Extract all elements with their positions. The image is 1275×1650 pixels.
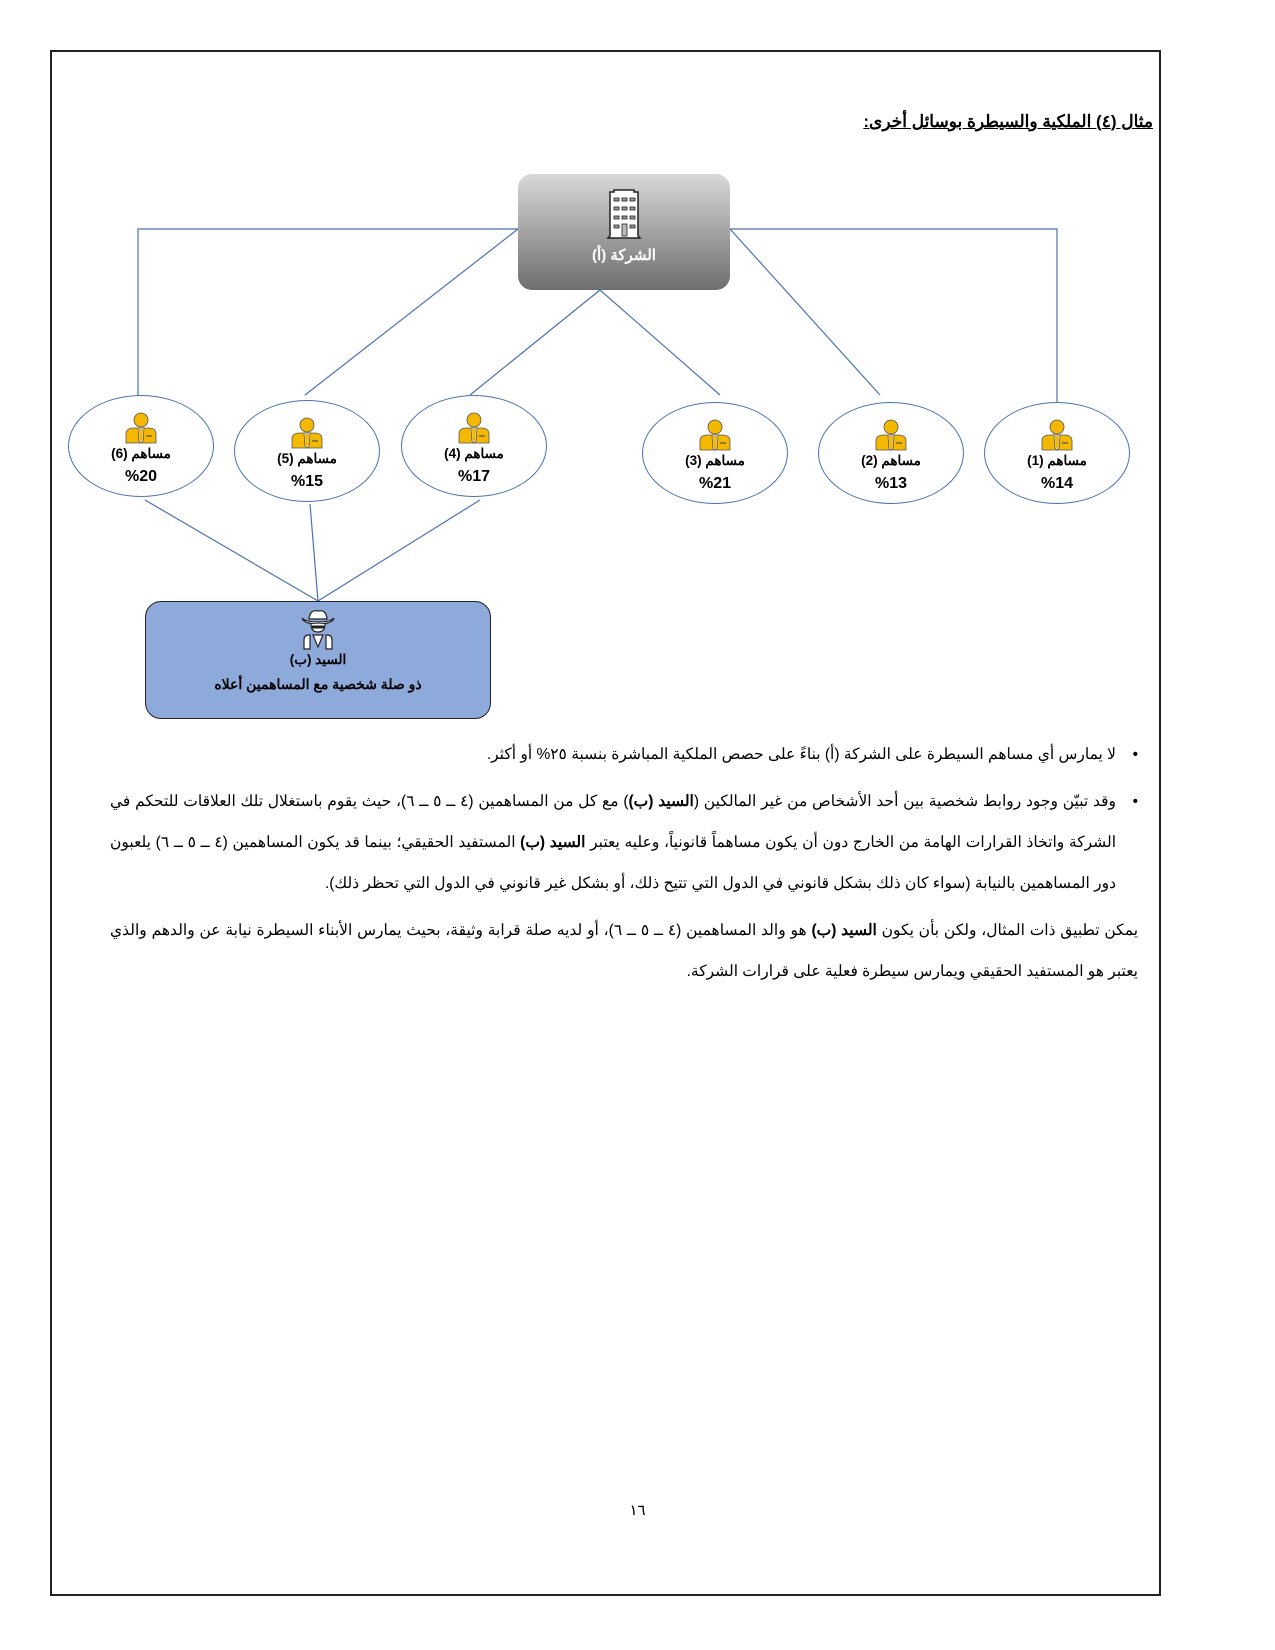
para-text-part1: يمكن تطبيق ذات المثال، ولكن بأن يكون bbox=[876, 922, 1139, 939]
bullet-text-part3: المستفيد الحقيقي؛ بينما قد يكون المساهمين (٤ ــ ٥ ــ ٦) يلعبون دور المساهمين بالنيابة (سواء كان ذلك بشكل قانوني في الدول التي تتيح ذلك، أو بشكل غير قانوني في الدول التي تحظر ذلك). bbox=[110, 834, 1116, 892]
mr-b-name: السيد (ب) bbox=[289, 652, 347, 667]
shareholder-percent: %15 bbox=[290, 473, 324, 490]
line-sh6-mrb bbox=[145, 500, 318, 601]
person-icon bbox=[1040, 419, 1074, 451]
line-company-sh5 bbox=[305, 229, 518, 395]
shareholder-percent: %21 bbox=[698, 475, 732, 492]
shareholder-1 bbox=[984, 402, 1130, 504]
person-icon bbox=[290, 417, 324, 449]
bullet-list bbox=[110, 734, 1138, 992]
company-a-box bbox=[518, 174, 730, 290]
line-company-sh3 bbox=[600, 290, 720, 395]
shareholder-percent: %14 bbox=[1040, 475, 1074, 492]
line-sh5-mrb bbox=[310, 504, 318, 601]
shareholder-percent: %13 bbox=[874, 475, 908, 492]
person-icon bbox=[457, 412, 491, 444]
person-icon bbox=[124, 412, 158, 444]
building-icon bbox=[606, 188, 642, 240]
bullet-bold-mr-b-2: السيد (ب) bbox=[520, 834, 586, 851]
company-label: الشركة (أ) bbox=[592, 247, 656, 264]
mr-b-description: ذو صلة شخصية مع المساهمين أعلاه bbox=[214, 676, 422, 692]
mr-b-box bbox=[145, 601, 491, 719]
bullet-bold-mr-b: السيد (ب) bbox=[628, 793, 694, 810]
shareholder-5 bbox=[234, 400, 380, 502]
shareholder-4 bbox=[401, 395, 547, 497]
line-company-sh2 bbox=[730, 229, 880, 395]
shareholder-label: مساهم (2) bbox=[861, 453, 921, 468]
line-sh4-mrb bbox=[318, 500, 480, 601]
closing-paragraph bbox=[110, 910, 1138, 992]
example-title: مثال (٤) الملكية والسيطرة بوسائل أخرى: bbox=[863, 112, 1153, 131]
bullet-text-part1: وقد تبيّن وجود روابط شخصية بين أحد الأشخاص من غير المالكين ( bbox=[693, 793, 1116, 810]
bullet-item-2 bbox=[110, 781, 1138, 904]
shareholder-2 bbox=[818, 402, 964, 504]
shareholder-3 bbox=[642, 402, 788, 504]
shareholder-label: مساهم (6) bbox=[111, 446, 171, 461]
shareholder-percent: %20 bbox=[124, 468, 158, 485]
bullet-dot: • bbox=[1132, 746, 1138, 763]
page-number: ١٦ bbox=[629, 1502, 646, 1519]
shareholder-percent: %17 bbox=[457, 468, 491, 485]
shareholder-label: مساهم (5) bbox=[277, 451, 337, 466]
para-text-part2: هو والد المساهمين (٤ ــ ٥ ــ ٦)، أو لديه صلة قرابة وثيقة، بحيث يمارس الأبناء السيطرة نيابة عن والدهم والذي يعتبر هو المستفيد الحقيقي ويمارس سيطرة فعلية على قرارات الشركة. bbox=[110, 922, 1138, 980]
bullet-text: لا يمارس أي مساهم السيطرة على الشركة (أ) بناءً على حصص الملكية المباشرة بنسبة ٢٥% أو أكثر. bbox=[486, 746, 1116, 763]
shareholder-label: مساهم (3) bbox=[685, 453, 745, 468]
person-icon bbox=[874, 419, 908, 451]
line-company-sh6 bbox=[138, 229, 518, 402]
bullet-dot: • bbox=[1132, 793, 1138, 810]
person-icon bbox=[698, 419, 732, 451]
shareholder-label: مساهم (1) bbox=[1027, 453, 1087, 468]
bullet-text-part2: ) مع كل من المساهمين (٤ ــ ٥ ــ ٦)، حيث يقوم باستغلال تلك العلاقات للتحكم في الشركة واتخاذ القرارات الهامة من الخارج دون أن يكون مساهماً قانونياً، وعليه يعتبر bbox=[110, 793, 1116, 851]
shareholder-6 bbox=[68, 395, 214, 497]
para-bold-mr-b: السيد (ب) bbox=[811, 922, 877, 939]
cowboy-person-icon bbox=[298, 606, 338, 650]
bullet-item-1 bbox=[110, 734, 1138, 775]
shareholder-label: مساهم (4) bbox=[444, 446, 504, 461]
line-company-sh4 bbox=[470, 290, 600, 395]
line-company-sh1 bbox=[730, 229, 1057, 402]
